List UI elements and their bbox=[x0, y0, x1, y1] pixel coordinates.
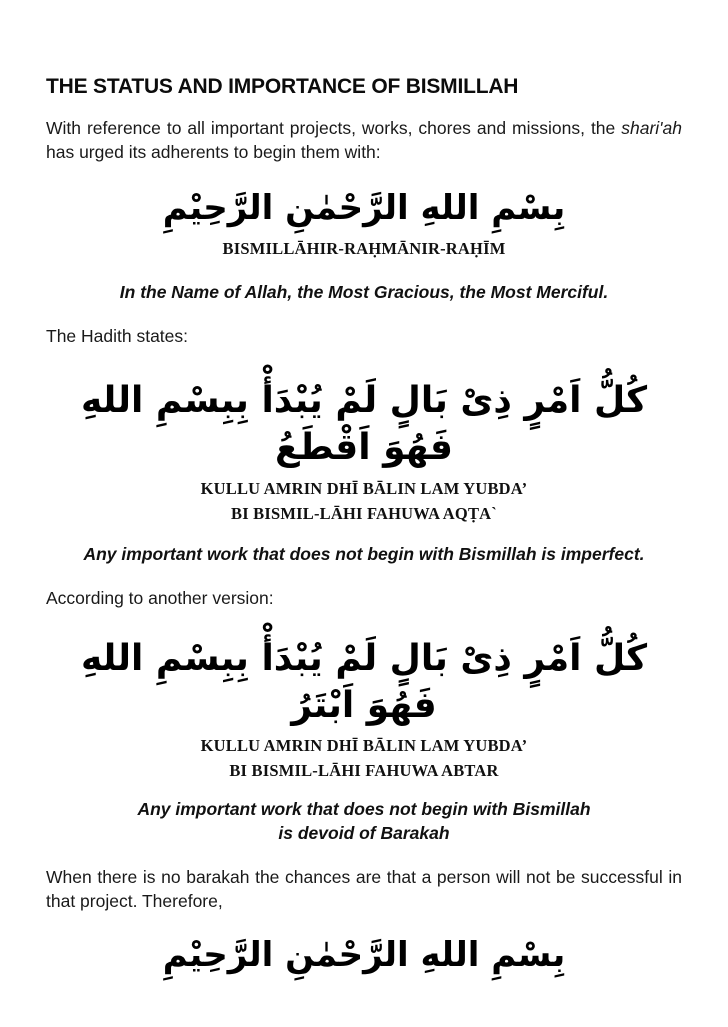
hadith2-arabic: كُلُّ اَمْرٍ ذِیْ بَالٍ لَمْ يُبْدَأْ بِبِسْمِ اللهِ فَهُوَ اَبْتَرُ bbox=[80, 637, 648, 726]
hadith1-translation: Any important work that does not begin with Bismillah is imperfect. bbox=[83, 543, 645, 564]
version-label: According to another version: bbox=[46, 587, 274, 608]
bismillah-transliteration: BISMILLĀHIR-RAḤMĀNIR-RAḤĪM bbox=[222, 239, 506, 259]
hadith1-transliteration-line2: BI BISMIL-LĀHI FAHUWA AQṬA` bbox=[231, 503, 497, 523]
intro-text-italic: shari'ah bbox=[621, 118, 682, 138]
document-page bbox=[46, 74, 682, 978]
intro-paragraph bbox=[46, 116, 682, 164]
page-title: THE STATUS AND IMPORTANCE OF BISMILLAH bbox=[46, 75, 519, 98]
bismillah-translation: In the Name of Allah, the Most Gracious, the Most Merciful. bbox=[119, 282, 609, 303]
intro-text-part1: With reference to all important projects, works, chores and missions, the bbox=[46, 118, 622, 138]
bismillah-arabic: بِسْمِ اللهِ الرَّحْمٰنِ الرَّحِيْمِ bbox=[162, 188, 566, 228]
closing-bismillah-arabic: بِسْمِ اللهِ الرَّحْمٰنِ الرَّحِيْمِ bbox=[162, 935, 566, 976]
hadith1-arabic: كُلُّ اَمْرٍ ذِیْ بَالٍ لَمْ يُبْدَأْ بِبِسْمِ اللهِ فَهُوَ اَقْطَعُ bbox=[80, 380, 648, 468]
closing-paragraph: When there is no barakah the chances are that a person will not be successful in that project. Therefore, bbox=[46, 867, 682, 912]
hadith1-transliteration-line1: KULLU AMRIN DHĪ BĀLIN LAM YUBDA’ bbox=[200, 478, 528, 498]
hadith2-translation-line1: Any important work that does not begin with Bismillah bbox=[137, 799, 591, 820]
hadith2-transliteration-line2: BI BISMIL-LĀHI FAHUWA ABTAR bbox=[229, 761, 499, 781]
hadith-label: The Hadith states: bbox=[46, 326, 189, 347]
hadith2-transliteration-line1: KULLU AMRIN DHĪ BĀLIN LAM YUBDA’ bbox=[200, 736, 528, 756]
hadith2-translation-line2: is devoid of Barakah bbox=[278, 823, 450, 844]
intro-text-part2: has urged its adherents to begin them with: bbox=[46, 142, 381, 162]
